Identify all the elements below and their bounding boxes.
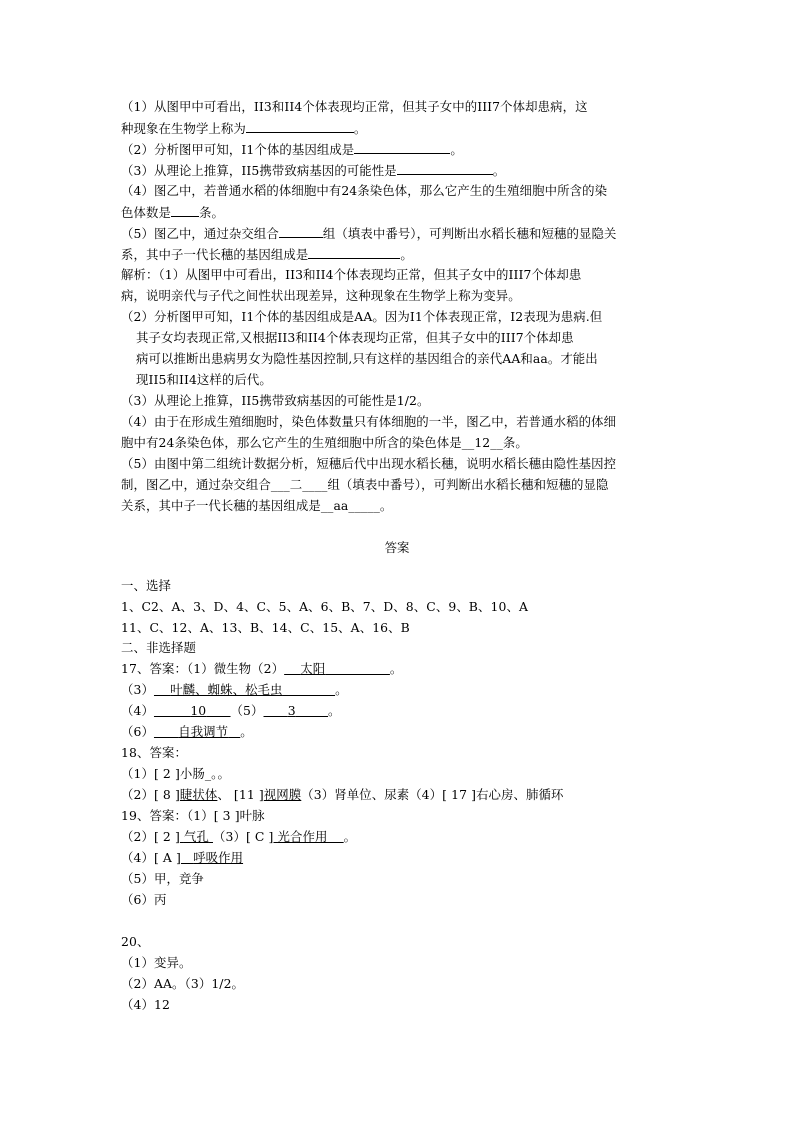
underlined-answer xyxy=(273,829,343,844)
answer-19-line-2 xyxy=(121,827,356,847)
answers-title: 答案 xyxy=(384,540,410,555)
question-4-line-2 xyxy=(121,202,224,223)
text: 二、非选择题 xyxy=(121,640,196,655)
question-1-line-2 xyxy=(121,118,366,139)
text: （1）从图甲中可看出，II3和II4个体表现均正常，但其子女中的III7个体却患病，这 xyxy=(121,99,588,114)
underlined-answer xyxy=(154,724,240,739)
text: （4）图乙中，若普通水稻的体细胞中有24条染色体，那么它产生的生殖细胞中所含的染 xyxy=(121,183,608,198)
text: 。 xyxy=(400,247,413,262)
text: （4） xyxy=(121,703,154,718)
underlined-answer: 睫状体 xyxy=(179,787,218,802)
text: （4）由于在形成生殖细胞时，染色体数量只有体细胞的一半，图乙中，若普通水稻的体细 xyxy=(121,414,617,429)
text: （5）由图中第二组统计数据分析，短穗后代中出现水稻长穗，说明水稻长穗由隐性基因控 xyxy=(121,456,617,471)
answer-blank xyxy=(171,202,199,217)
answer-18-line-1 xyxy=(121,764,230,784)
text: 。 xyxy=(450,142,463,157)
analysis-line xyxy=(136,370,272,390)
answer-18-line-2 xyxy=(121,785,564,805)
analysis-line xyxy=(121,475,609,495)
text: （3） xyxy=(121,682,154,697)
answer-19-line-4 xyxy=(121,869,204,889)
text: （5） xyxy=(230,703,264,718)
text: （4）[ A ] xyxy=(121,850,181,865)
analysis-line xyxy=(121,286,521,306)
text: （3）从理论上推算，II5携带致病基因的可能性是 xyxy=(121,163,397,178)
text: （2）分析图甲可知，I1个体的基因组成是AA。因为Ⅰ1个体表现正常，Ⅰ2表现为患病.但 xyxy=(121,309,603,324)
answer-17-line-4 xyxy=(121,722,253,742)
analysis-line xyxy=(121,265,581,285)
text: （5）图乙中，通过杂交组合 xyxy=(121,226,279,241)
section-heading xyxy=(121,638,196,658)
analysis-line xyxy=(136,349,598,369)
text: 。 xyxy=(328,703,341,718)
text: （5）甲，竞争 xyxy=(121,871,204,886)
question-5-line-1 xyxy=(121,223,616,244)
text: 20、 xyxy=(121,934,150,949)
text: （2）[ 2 ] xyxy=(121,829,180,844)
text: （1）变异。 xyxy=(121,955,192,970)
text: 条。 xyxy=(198,205,224,220)
analysis-line xyxy=(121,496,392,516)
text: 呼吸作用 xyxy=(193,850,244,865)
text: 病可以推断出患病男女为隐性基因控制,只有这样的基因组合的亲代AA和aa。才能出 xyxy=(136,351,598,366)
answer-blank xyxy=(354,139,450,154)
text: 一、选择 xyxy=(121,578,171,593)
text: 气孔 xyxy=(183,829,209,844)
text: 。 xyxy=(335,682,348,697)
text: 。 xyxy=(353,121,367,136)
text: 其子女均表现正常,又根据II3和II4个体表现均正常，但其子女中的III7个体却患 xyxy=(136,330,574,345)
text: 11、C、12、A、13、B、14、C、15、A、16、B xyxy=(121,620,410,635)
text: 胞中有24条染色体，那么它产生的生殖细胞中所含的染色体是__12__条。 xyxy=(121,435,528,450)
text: 叶麟、蜘蛛、松毛虫 xyxy=(170,682,283,697)
section-heading xyxy=(121,576,171,596)
choice-answers-line-1 xyxy=(121,597,528,617)
answer-blank xyxy=(246,118,354,133)
text: 自我调节 xyxy=(178,724,229,739)
text: 。 xyxy=(240,724,253,739)
text: 。 xyxy=(492,163,506,178)
answer-20-line-3 xyxy=(121,995,170,1015)
text: 。 xyxy=(389,661,403,676)
question-5-line-2 xyxy=(121,244,413,265)
text: 。 xyxy=(343,829,357,844)
answer-20-heading xyxy=(121,932,149,952)
question-3 xyxy=(121,160,505,181)
analysis-line xyxy=(121,391,430,411)
underlined-answer xyxy=(181,850,243,865)
text: （3）从理论上推算，II5携带致病基因的可能性是1/2。 xyxy=(121,393,430,408)
analysis-line xyxy=(121,412,616,432)
answer-20-line-1 xyxy=(121,953,191,973)
underlined-answer xyxy=(154,703,231,718)
text: 种现象在生物学上称为 xyxy=(121,121,246,136)
underlined-answer: 视网膜 xyxy=(263,787,302,802)
text: 光合作用 xyxy=(277,829,328,844)
answer-17-line-2 xyxy=(121,680,348,700)
text: 色体数是 xyxy=(121,205,171,220)
text: 解析：（1）从图甲中可看出，II3和II4个体表现均正常，但其子女中的III7个体却患 xyxy=(121,267,582,282)
text: （2）分析图甲可知，I1个体的基因组成是 xyxy=(121,142,355,157)
text: （6） xyxy=(121,724,154,739)
answer-19-line-5 xyxy=(121,890,166,910)
answer-17-line-3 xyxy=(121,701,341,721)
question-1-line-1 xyxy=(121,97,588,117)
text: （2）[ 8 ] xyxy=(121,787,180,802)
question-2 xyxy=(121,139,463,160)
text: 关系，其中子一代长穗的基因组成是__aa_____。 xyxy=(121,498,393,513)
text: 18、答案： xyxy=(121,745,187,760)
answer-18-heading xyxy=(121,743,187,763)
text: 10 xyxy=(190,703,207,718)
choice-answers-line-2 xyxy=(121,618,410,638)
analysis-line xyxy=(121,433,528,453)
text: 3 xyxy=(287,703,296,718)
text: 病，说明亲代与子代之间性状出现差异，这种现象在生物学上称为变异。 xyxy=(121,288,521,303)
text: 现II5和II4这样的后代。 xyxy=(136,372,272,387)
text: 制，图乙中，通过杂交组合___二____组（填表中番号），可判断出水稻长穗和短穗的显隐 xyxy=(121,477,609,492)
text: 组（填表中番号），可判断出水稻长穗和短穗的显隐关 xyxy=(322,226,617,241)
question-4-line-1 xyxy=(121,181,607,201)
analysis-line xyxy=(121,454,616,474)
answer-17-line-1 xyxy=(121,659,402,679)
text: 系，其中子一代长穗的基因组成是 xyxy=(121,247,309,262)
underlined-answer xyxy=(264,703,329,718)
underlined-answer xyxy=(284,661,390,676)
underlined-answer xyxy=(180,829,213,844)
text: 17、答案：（1）微生物（2） xyxy=(121,661,285,676)
answer-blank xyxy=(308,244,400,259)
text: （2）AA。（3）1/2。 xyxy=(121,976,245,991)
analysis-line xyxy=(121,307,602,327)
answer-19-line-1 xyxy=(121,806,265,826)
answer-blank xyxy=(279,223,323,238)
text: 、 [11 ] xyxy=(217,787,264,802)
text: （3）[ C ] xyxy=(212,829,274,844)
text: （6）丙 xyxy=(121,892,167,907)
text: （3）肾单位、尿素（4）[ 17 ]右心房、肺循环 xyxy=(301,787,564,802)
text: （1）[ 2 ]小肠_。。 xyxy=(121,766,230,781)
answer-19-line-3 xyxy=(121,848,243,868)
text: 1、C2、A、3、D、4、C、5、A、6、B、7、D、8、C、9、B、10、A xyxy=(121,599,529,614)
analysis-line xyxy=(136,328,574,348)
underlined-answer xyxy=(154,682,335,697)
answer-20-line-2 xyxy=(121,974,244,994)
text: 19、答案：（1）[ 3 ]叶脉 xyxy=(121,808,265,823)
text: 太阳 xyxy=(300,661,326,676)
answer-blank xyxy=(397,160,493,175)
text: （4）12 xyxy=(121,997,170,1012)
